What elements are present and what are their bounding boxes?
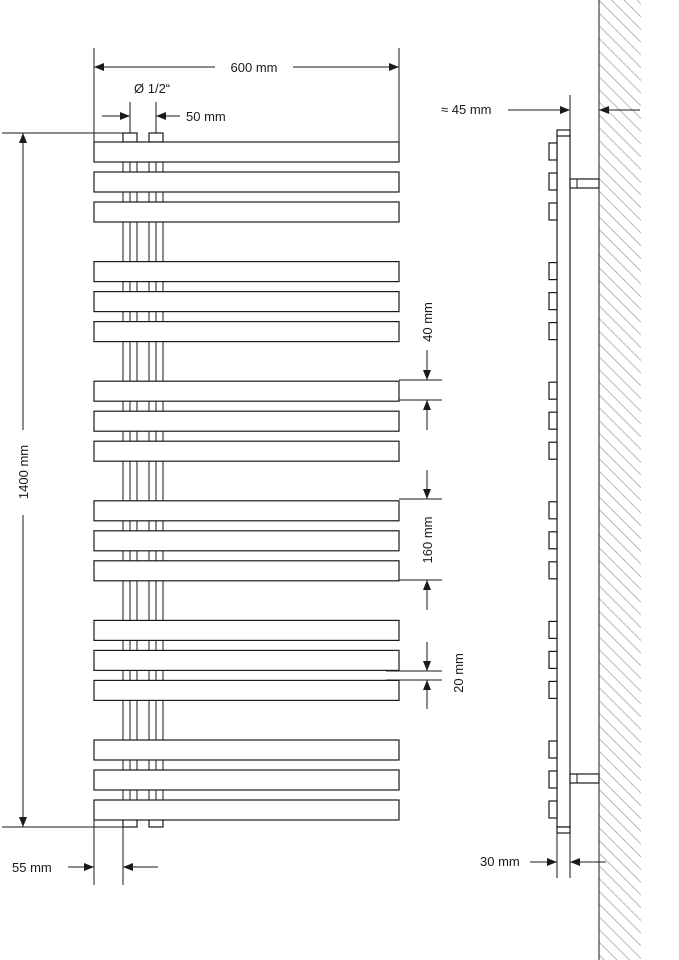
rail-bar <box>94 441 399 461</box>
dim-side-offset <box>12 820 158 885</box>
front-bars <box>94 142 399 820</box>
rail-bar <box>94 142 399 162</box>
side-rail-end <box>549 442 557 459</box>
side-rail-end <box>549 801 557 818</box>
side-rail-end <box>549 203 557 220</box>
depth-label: 30 mm <box>480 854 520 869</box>
side-rail-end <box>549 681 557 698</box>
rail-bar <box>94 202 399 222</box>
wall <box>599 0 641 960</box>
rail-bar <box>94 680 399 700</box>
side-rail-end <box>549 741 557 758</box>
width-label: 600 mm <box>230 60 278 75</box>
rail-bar <box>94 501 399 521</box>
connector-left <box>123 133 137 142</box>
side-rail-end <box>549 293 557 310</box>
rail-bar <box>94 262 399 282</box>
dim-depth <box>480 833 606 878</box>
wall-bracket-top <box>570 179 599 188</box>
side-rail-end <box>549 621 557 638</box>
rail-bar <box>94 531 399 551</box>
side-rail-end <box>549 502 557 519</box>
side-rail-end <box>549 651 557 668</box>
group-spacing-label: 160 mm <box>420 516 435 564</box>
side-rail-end <box>549 532 557 549</box>
dim-connection-spacing <box>102 102 226 133</box>
rail-bar <box>94 292 399 312</box>
connection-spacing-label: 50 mm <box>186 109 226 124</box>
side-rail-end <box>549 771 557 788</box>
rail-bar <box>94 650 399 670</box>
rail-bar <box>94 620 399 640</box>
rail-bar <box>94 561 399 581</box>
rail-bar <box>94 770 399 790</box>
dim-group-spacing <box>399 470 442 610</box>
side-view <box>441 0 641 960</box>
side-profile <box>557 135 570 827</box>
front-view <box>2 48 466 885</box>
bar-height-label: 20 mm <box>451 653 466 693</box>
side-rail-end <box>549 562 557 579</box>
dim-group-gap <box>399 302 442 430</box>
rail-bar <box>94 322 399 342</box>
pipe-diameter-label: Ø 1/2“ <box>134 81 171 96</box>
side-rail-end <box>549 143 557 160</box>
side-rail-end <box>549 173 557 190</box>
rail-bar <box>94 800 399 820</box>
side-rail-end <box>549 412 557 429</box>
vertical-pipes <box>123 133 163 827</box>
wall-distance-label: ≈ 45 mm <box>441 102 492 117</box>
side-connector-bottom <box>557 827 570 833</box>
side-offset-label: 55 mm <box>12 860 52 875</box>
height-label: 1400 mm <box>16 444 31 500</box>
dim-height <box>2 133 123 827</box>
group-gap-label: 40 mm <box>420 302 435 342</box>
side-rail-end <box>549 263 557 280</box>
rail-bar <box>94 411 399 431</box>
side-rail-end <box>549 323 557 340</box>
rail-bar <box>94 172 399 192</box>
side-rail-end <box>549 382 557 399</box>
side-bar-ends <box>549 143 557 818</box>
connector-right <box>149 133 163 142</box>
wall-bracket-bottom <box>570 774 599 783</box>
rail-bar <box>94 381 399 401</box>
side-connector-top <box>557 130 570 136</box>
rail-bar <box>94 740 399 760</box>
